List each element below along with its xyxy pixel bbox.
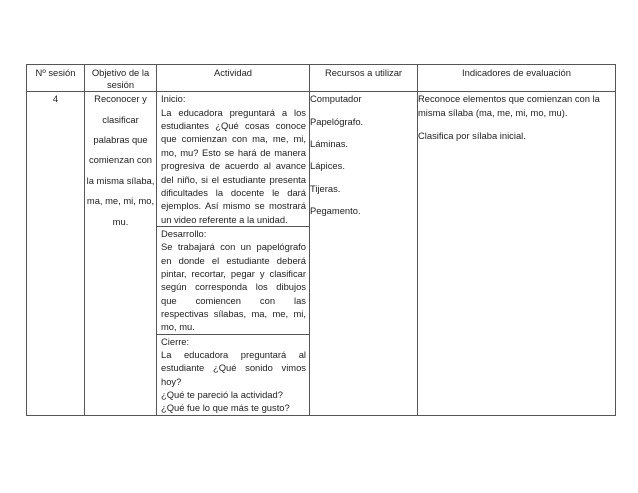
header-activity: Actividad [157, 65, 310, 92]
activity-line: La educadora preguntará al [161, 348, 306, 360]
activity-line: dificultades la docente le dará [161, 186, 306, 198]
resource-item: Lápices. [310, 160, 345, 172]
indicators-cell [418, 92, 616, 415]
header-resources: Recursos a utilizar [310, 65, 418, 92]
objective-line: comienzan con [88, 154, 153, 166]
lesson-plan-table [26, 64, 616, 416]
activity-line: estudiantes ¿Qué cosas conoce [161, 120, 306, 132]
activity-desarrollo-block [157, 227, 309, 335]
objective-line: Reconocer y [94, 93, 147, 105]
table-row [27, 92, 616, 415]
activity-line: según corresponda los dibujos [161, 281, 306, 293]
objective-cell [85, 92, 157, 415]
activity-desarrollo-heading: Desarrollo: [161, 227, 207, 239]
objective-line: la misma sílaba, [86, 174, 155, 186]
activity-line: un video referente a la unidad. [161, 213, 288, 225]
activity-cell [157, 92, 310, 415]
activity-line: progresiva de acuerdo al avance [161, 160, 306, 172]
header-objective: Objetivo de la sesión [85, 65, 157, 92]
resource-item: Láminas. [310, 138, 349, 150]
indicator-item: Clasifica por sílaba inicial. [418, 130, 526, 142]
activity-cierre-block [157, 335, 309, 415]
activity-line: del niño, si el estudiante presenta [161, 173, 306, 185]
header-indicators: Indicadores de evaluación [418, 65, 616, 92]
activity-line: La educadora preguntará a los [161, 106, 306, 118]
activity-line: mo, mu? Esto se hará de manera [161, 146, 306, 158]
objective-line: palabras que [93, 134, 148, 146]
resource-item: Computador [310, 93, 362, 105]
header-session-number: Nº sesión [27, 65, 85, 92]
activity-line: respectivas sílabas, ma, me, mi, [161, 307, 306, 319]
header-row [27, 65, 616, 92]
activity-inicio-block [157, 92, 309, 226]
activity-line: ¿Qué te pareció la actividad? [161, 389, 283, 400]
activity-inicio-heading: Inicio: [161, 93, 186, 105]
resource-item: Pegamento. [310, 205, 361, 217]
indicator-item: Reconoce elementos que comienzan con la misma sílaba (ma, me, mi, mo, mu). [418, 93, 600, 118]
objective-line: clasificar [102, 113, 139, 125]
session-number-cell: 4 [27, 92, 85, 415]
activity-line: en donde el estudiante deberá [161, 254, 306, 266]
activity-cierre-heading: Cierre: [161, 335, 190, 347]
resource-item: Tijeras. [310, 182, 341, 194]
activity-line: ¿Qué fue lo que más te gusto? [161, 402, 290, 414]
activity-line: pintar, recortar, pegar y clasificar [161, 267, 306, 279]
activity-line: estudiante ¿Qué sonido vimos [161, 362, 306, 374]
activity-line: ejemplos. Así mismo se mostrará [161, 200, 306, 212]
activity-line: mo, mu. [161, 321, 195, 333]
activity-line: hoy? [161, 375, 182, 387]
objective-line: ma, me, mi, mo, [86, 195, 155, 207]
objective-line: mu. [112, 215, 129, 227]
resources-cell [310, 92, 418, 415]
activity-line: que comiencen con las [161, 294, 306, 306]
activity-line: que comienzan con ma, me, mi, [161, 133, 306, 145]
activity-line: Se trabajará con un papelógrafo [161, 241, 306, 253]
resource-item: Papelógrafo. [310, 115, 364, 127]
